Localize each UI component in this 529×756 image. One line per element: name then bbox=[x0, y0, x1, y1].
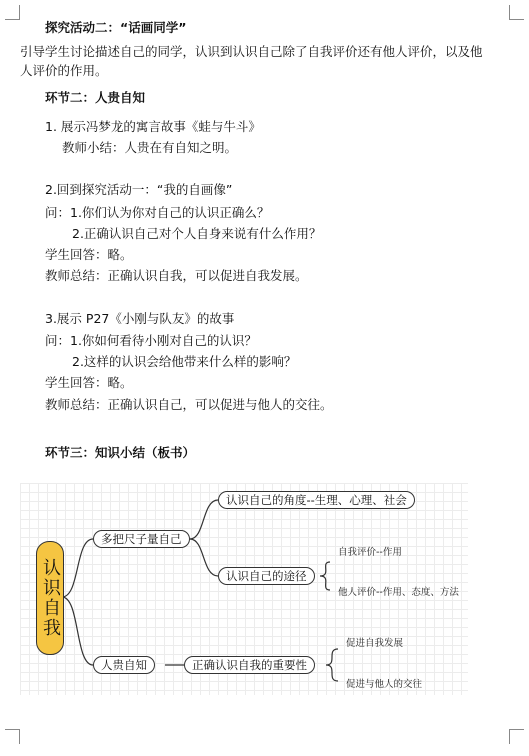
item3-summary: 教师总结：正确认识自己，可以促进与他人的交往。 bbox=[45, 397, 333, 412]
node-importance: 正确认识自我的重要性 bbox=[184, 656, 315, 674]
branch-node-measure-self: 多把尺子量自己 bbox=[93, 530, 190, 548]
branch-node-self-knowledge: 人贵自知 bbox=[93, 656, 155, 674]
item1-title: 1. 展示冯梦龙的寓言故事《蛙与牛斗》 bbox=[45, 119, 261, 134]
leaf-promote-interaction: 促进与他人的交往 bbox=[346, 679, 423, 690]
item3-title: 3.展示 P27《小刚与队友》的故事 bbox=[45, 311, 235, 326]
page-corner-mark bbox=[5, 5, 20, 20]
page-corner-mark bbox=[5, 729, 20, 744]
node-perspective: 认识自己的角度--生理、心理、社会 bbox=[218, 491, 415, 509]
mind-map bbox=[20, 483, 468, 695]
item2-answer: 学生回答：略。 bbox=[45, 247, 133, 262]
item3-answer: 学生回答：略。 bbox=[45, 375, 133, 390]
mind-map-root: 认识自我 bbox=[36, 541, 64, 655]
leaf-promote-self-development: 促进自我发展 bbox=[346, 638, 404, 649]
item2-title: 2.回到探究活动一：“我的自画像” bbox=[45, 182, 233, 197]
item3-question1: 问：1.你如何看待小刚对自己的认识？ bbox=[45, 333, 257, 348]
item2-question2: 2.正确认识自己对个人自身来说有什么作用？ bbox=[72, 226, 322, 241]
section3-heading: 环节三：知识小结（板书） bbox=[45, 445, 196, 460]
leaf-others-evaluation: 他人评价--作用、态度、方法 bbox=[338, 587, 459, 598]
item2-summary: 教师总结：正确认识自我，可以促进自我发展。 bbox=[45, 268, 308, 283]
node-approach: 认识自己的途径 bbox=[218, 567, 315, 585]
page-corner-mark bbox=[509, 729, 524, 744]
item1-summary: 教师小结：人贵在有自知之明。 bbox=[62, 140, 238, 155]
leaf-self-evaluation: 自我评价--作用 bbox=[338, 547, 402, 558]
intro-text-line2: 人评价的作用。 bbox=[20, 63, 108, 78]
item2-question1: 问：1.你们认为你对自己的认识正确么？ bbox=[45, 205, 270, 220]
page-corner-mark bbox=[509, 5, 524, 20]
intro-text-line1: 引导学生讨论描述自己的同学，认识到认识自己除了自我评价还有他人评价，以及他 bbox=[20, 44, 483, 59]
activity-title: 探究活动二：“话画同学” bbox=[45, 20, 187, 35]
section2-heading: 环节二：人贵自知 bbox=[45, 90, 146, 105]
item3-question2: 2.这样的认识会给他带来什么样的影响？ bbox=[72, 354, 297, 369]
